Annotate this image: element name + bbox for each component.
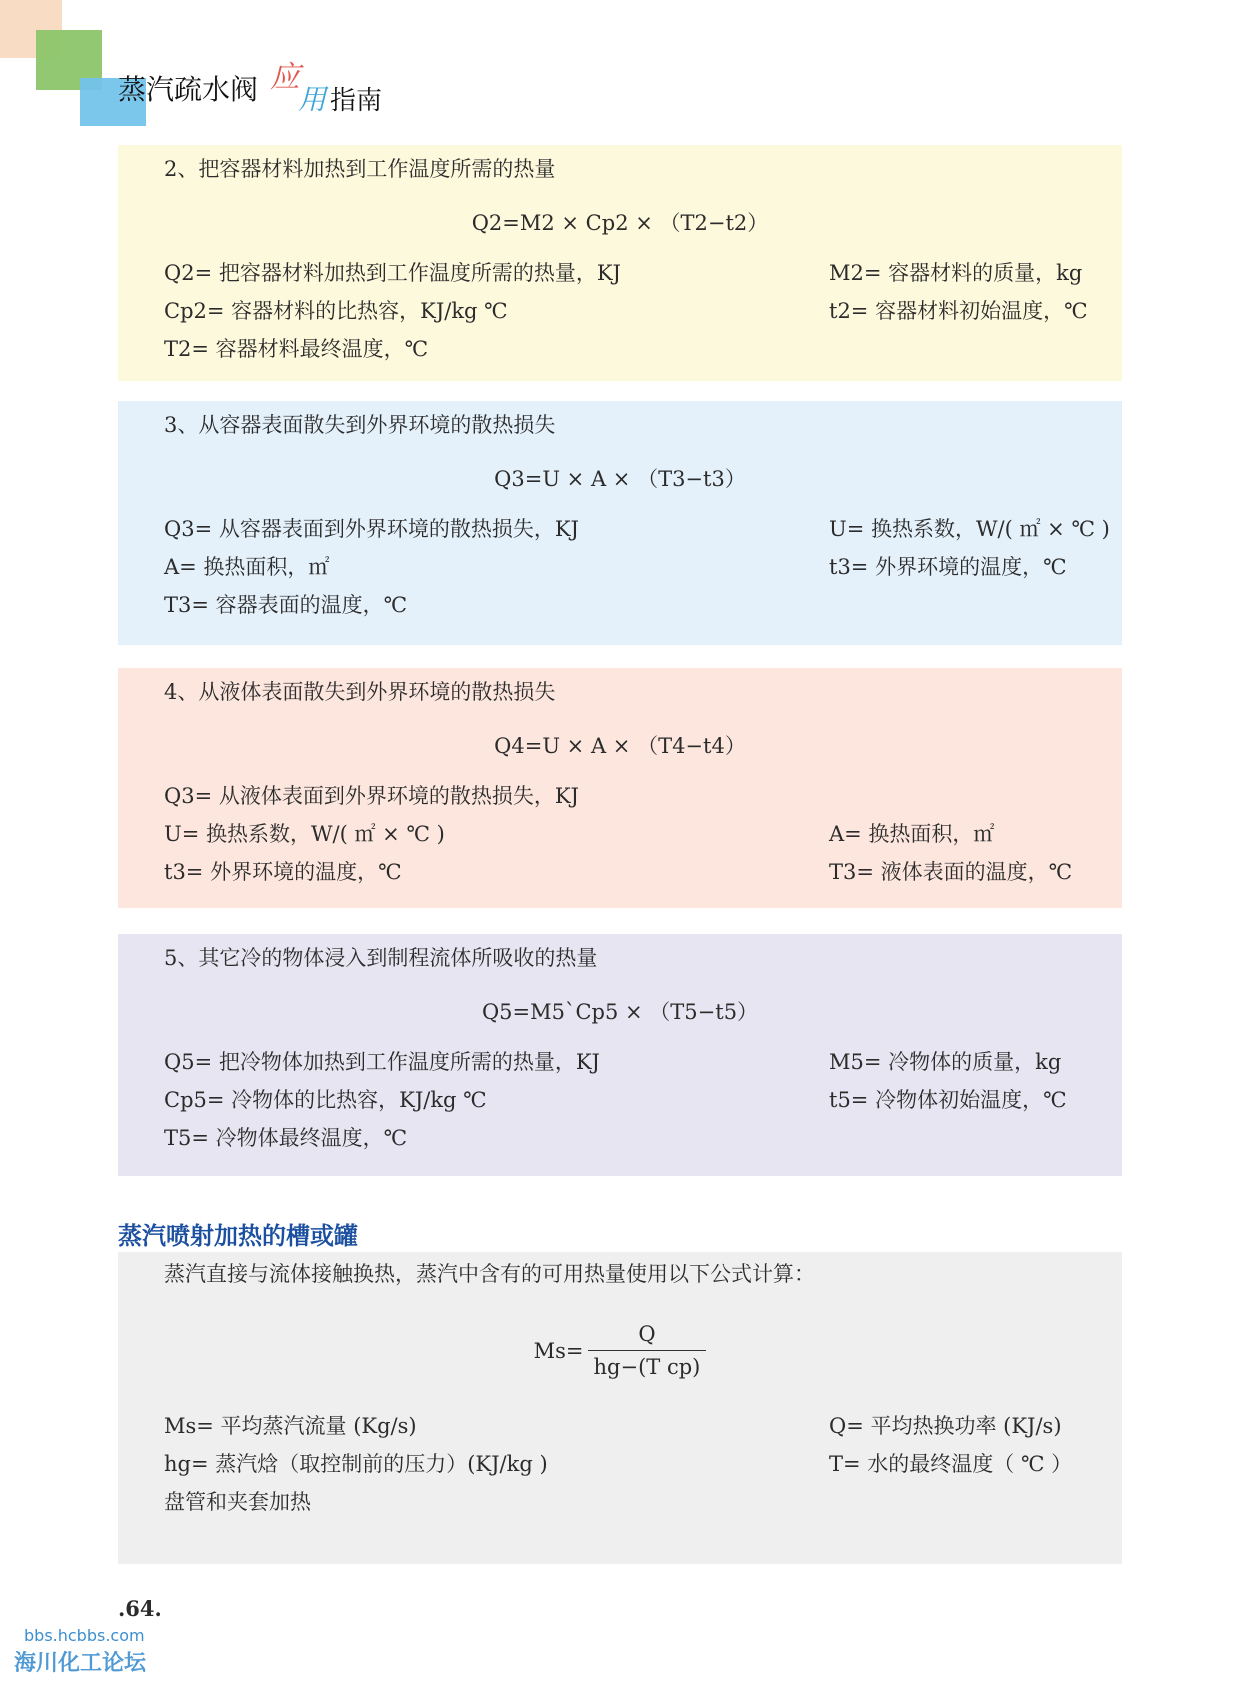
section-5-box [118, 934, 1122, 1176]
section-4-box [118, 668, 1122, 908]
section-5-def-q5: Q5= 把冷物体加热到工作温度所需的热量，KJ [164, 1050, 600, 1074]
header-title: 蒸汽疏水阀 [118, 73, 259, 106]
injection-def-hg: hg= 蒸汽焓（取控制前的压力）(KJ/kg ) [164, 1452, 548, 1476]
injection-formula [118, 1322, 1122, 1379]
section-2-formula: Q2=M2 × Cp2 × （T2−t2） [471, 211, 769, 235]
section-3-def-u: U= 换热系数，W/( ㎡ × ℃ ) [829, 517, 1110, 541]
section-4-def-t3-ambient: t3= 外界环境的温度，℃ [164, 860, 402, 884]
section-4-def-u: U= 换热系数，W/( ㎡ × ℃ ) [164, 822, 445, 846]
section-2-def-t2-final: T2= 容器材料最终温度，℃ [164, 337, 429, 361]
injection-intro: 蒸汽直接与流体接触换热，蒸汽中含有的可用热量使用以下公式计算： [164, 1262, 815, 1286]
injection-def-q: Q= 平均热换功率 (KJ/s) [829, 1414, 1062, 1438]
injection-box [118, 1252, 1122, 1564]
watermark-name: 海川化工论坛 [14, 1651, 147, 1676]
section-3-box [118, 401, 1122, 645]
page-number: .64. [118, 1596, 162, 1621]
section-3-def-a: A= 换热面积，㎡ [164, 555, 330, 579]
section-2-heading: 2、把容器材料加热到工作温度所需的热量 [164, 157, 556, 181]
section-5-def-t5-final: T5= 冷物体最终温度，℃ [164, 1126, 408, 1150]
section-4-heading: 4、从液体表面散失到外界环境的散热损失 [164, 680, 556, 704]
injection-def-t: T= 水的最终温度（ ℃ ） [829, 1452, 1073, 1476]
injection-formula-numerator: Q [638, 1322, 656, 1346]
section-5-def-cp5: Cp5= 冷物体的比热容，KJ/kg ℃ [164, 1088, 487, 1112]
section-5-def-m5: M5= 冷物体的质量，kg [829, 1050, 1062, 1074]
section-2-def-cp2: Cp2= 容器材料的比热容，KJ/kg ℃ [164, 299, 508, 323]
section-4-def-t3-liquid: T3= 液体表面的温度，℃ [829, 860, 1073, 884]
section-2-def-t2-initial: t2= 容器材料初始温度，℃ [829, 299, 1088, 323]
section-4-def-q3: Q3= 从液体表面到外界环境的散热损失，KJ [164, 784, 579, 808]
header-title-accent-2: 用 [298, 83, 327, 116]
injection-section-title: 蒸汽喷射加热的槽或罐 [118, 1222, 358, 1250]
section-5-heading: 5、其它冷的物体浸入到制程流体所吸收的热量 [164, 946, 598, 970]
section-4-formula: Q4=U × A × （T4−t4） [494, 734, 746, 758]
section-3-formula: Q3=U × A × （T3−t3） [494, 467, 746, 491]
injection-def-ms: Ms= 平均蒸汽流量 (Kg/s) [164, 1414, 417, 1438]
section-3-def-q3: Q3= 从容器表面到外界环境的散热损失，KJ [164, 517, 579, 541]
header-title-accent-1: 应 [270, 60, 300, 95]
injection-formula-denominator: hg−(T cp) [588, 1350, 707, 1379]
section-2-def-q2: Q2= 把容器材料加热到工作温度所需的热量，KJ [164, 261, 621, 285]
section-5-def-t5-initial: t5= 冷物体初始温度，℃ [829, 1088, 1067, 1112]
section-5-formula: Q5=M5`Cp5 × （T5−t5） [481, 1000, 759, 1024]
injection-coil-jacket-heading: 盘管和夹套加热 [164, 1490, 311, 1514]
section-2-box [118, 145, 1122, 381]
section-3-heading: 3、从容器表面散失到外界环境的散热损失 [164, 413, 556, 437]
section-2-def-m2: M2= 容器材料的质量，kg [829, 261, 1083, 285]
watermark-url: bbs.hcbbs.com [24, 1626, 145, 1645]
header-title-tail: 指南 [330, 86, 383, 116]
section-3-def-t3-surface: T3= 容器表面的温度，℃ [164, 593, 408, 617]
injection-formula-lhs: Ms= [533, 1338, 584, 1363]
section-4-def-a: A= 换热面积，㎡ [829, 822, 995, 846]
section-3-def-t3-ambient: t3= 外界环境的温度，℃ [829, 555, 1067, 579]
